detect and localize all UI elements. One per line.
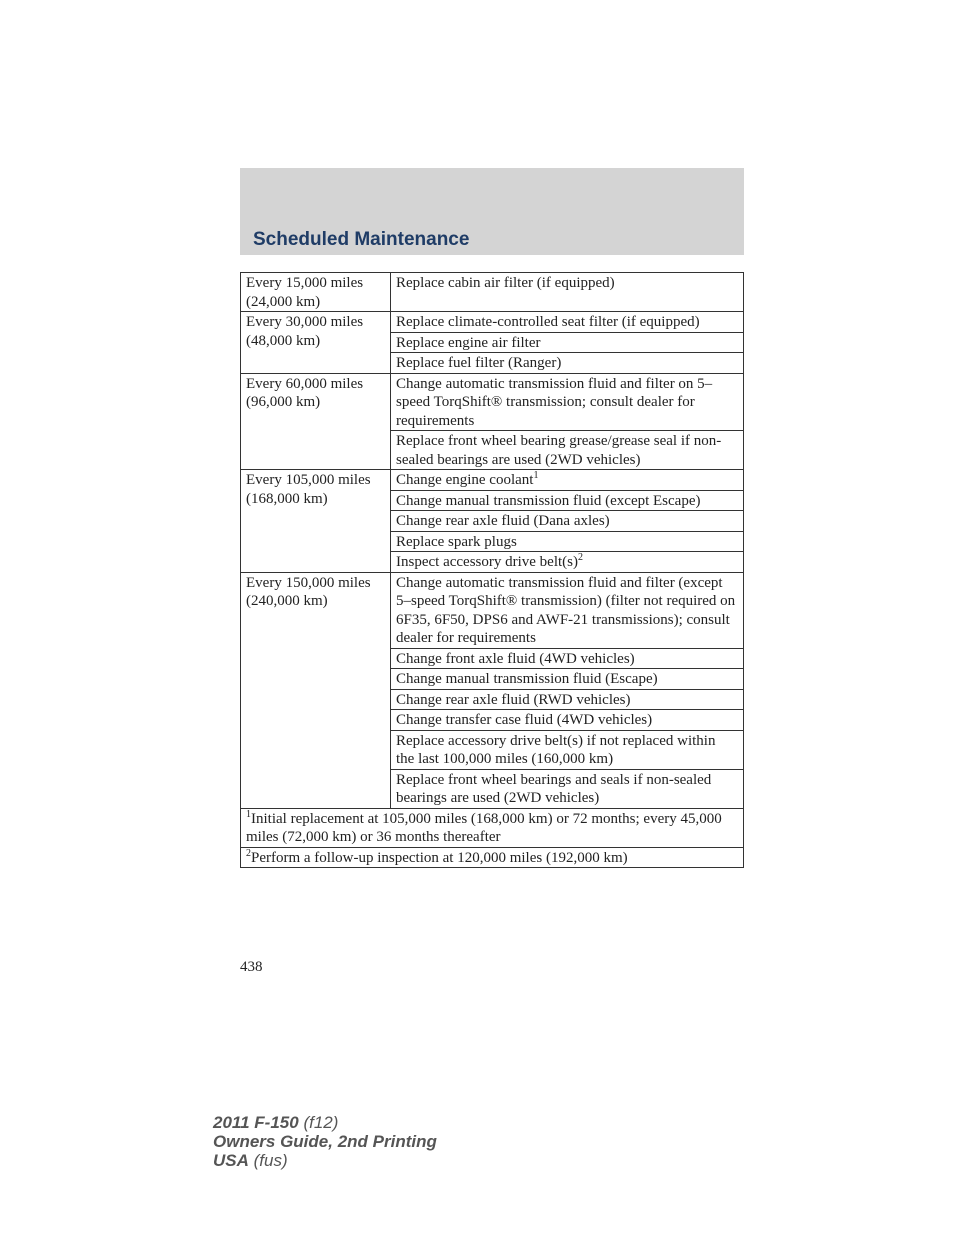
footer-line-3: USA (fus): [213, 1151, 288, 1170]
task-text: Change manual transmission fluid (Escape): [396, 671, 658, 687]
table-row: [241, 312, 744, 333]
interval-line: (168,000 km): [246, 490, 328, 507]
task-text: Replace spark plugs: [396, 533, 517, 550]
interval-line: Every 30,000 miles: [246, 314, 364, 330]
footnote-cell: [241, 847, 744, 868]
task-cell: [391, 648, 744, 669]
footnote-text: Initial replacement at 105,000 miles (168,000 km) or 72 months; every 45,000 miles (72,000 km) or 36 months thereafter: [246, 810, 722, 845]
interval-line: (96,000 km): [246, 394, 321, 410]
task-cell: [391, 273, 744, 312]
task-text: Replace climate-controlled seat filter (if equipped): [396, 314, 700, 330]
task-cell: [391, 552, 744, 573]
footer-line-1: 2011 F-150 (f12): [213, 1113, 339, 1132]
interval-line: Every 150,000 miles: [246, 574, 371, 591]
task-cell: [391, 470, 744, 491]
interval-line: (24,000 km): [246, 293, 321, 310]
task-cell: [391, 373, 744, 431]
task-text: Replace front wheel bearing grease/grease seal if non-sealed bearings are used (2WD vehicles): [396, 433, 722, 468]
task-text: Change engine coolant: [396, 472, 534, 488]
task-cell: [391, 769, 744, 808]
interval-cell: [241, 470, 391, 573]
interval-line: Every 105,000 miles: [246, 472, 371, 488]
header-band: [240, 168, 744, 255]
task-text: Change front axle fluid (4WD vehicles): [396, 650, 635, 667]
interval-cell: [241, 572, 391, 808]
interval-line: (48,000 km): [246, 332, 321, 349]
footer-line-2: Owners Guide, 2nd Printing: [213, 1132, 437, 1151]
task-text: Change automatic transmission fluid and filter (except 5–speed TorqShift® transmission) (filter not required on 6F35, 6F50, DPS6 and AWF-21 transmissions); consult dealer for requirements: [396, 574, 736, 646]
task-text: Change rear axle fluid (Dana axles): [396, 513, 610, 529]
task-cell: [391, 689, 744, 710]
task-cell: [391, 431, 744, 470]
interval-line: Every 60,000 miles: [246, 375, 364, 392]
interval-line: Every 15,000 miles: [246, 275, 364, 291]
task-cell: [391, 511, 744, 532]
task-cell: [391, 312, 744, 333]
task-cell: [391, 332, 744, 353]
task-cell: [391, 353, 744, 374]
footnote-cell: [241, 808, 744, 847]
task-text: Replace front wheel bearings and seals if non-sealed bearings are used (2WD vehicles): [396, 771, 712, 806]
interval-cell: [241, 273, 391, 312]
table-row: [241, 470, 744, 491]
task-text: Replace cabin air filter (if equipped): [396, 275, 615, 291]
footnote-row: [241, 808, 744, 847]
task-text: Change automatic transmission fluid and filter on 5–speed TorqShift® transmission; consult dealer for requirements: [396, 375, 713, 429]
footnote-ref: 1: [533, 470, 539, 481]
task-cell: [391, 730, 744, 769]
document-footer: [213, 1113, 437, 1170]
maintenance-schedule-table: [240, 272, 744, 868]
footnote-ref: 2: [578, 552, 584, 563]
task-cell: [391, 669, 744, 690]
interval-cell: [241, 312, 391, 374]
table-row: [241, 373, 744, 431]
task-text: Replace fuel filter (Ranger): [396, 355, 562, 371]
interval-line: (240,000 km): [246, 593, 328, 609]
footnote-row: [241, 847, 744, 868]
task-text: Change transfer case fluid (4WD vehicles): [396, 712, 653, 728]
task-cell: [391, 531, 744, 552]
interval-cell: [241, 373, 391, 470]
footnote-mark: 1: [246, 808, 251, 820]
task-text: Change manual transmission fluid (except Escape): [396, 492, 701, 509]
task-text: Replace accessory drive belt(s) if not replaced within the last 100,000 miles (160,000 km): [396, 732, 716, 767]
task-cell: [391, 572, 744, 648]
table-row: [241, 273, 744, 312]
table-row: [241, 572, 744, 648]
footnote-text: Perform a follow-up inspection at 120,000 miles (192,000 km): [251, 849, 628, 866]
task-cell: [391, 490, 744, 511]
footnote-mark: 2: [246, 847, 251, 859]
task-text: Replace engine air filter: [396, 334, 541, 351]
task-cell: [391, 710, 744, 731]
page-number: 438: [240, 959, 263, 975]
task-text: Change rear axle fluid (RWD vehicles): [396, 691, 631, 708]
section-title: Scheduled Maintenance: [253, 229, 470, 250]
task-text: Inspect accessory drive belt(s): [396, 554, 579, 570]
